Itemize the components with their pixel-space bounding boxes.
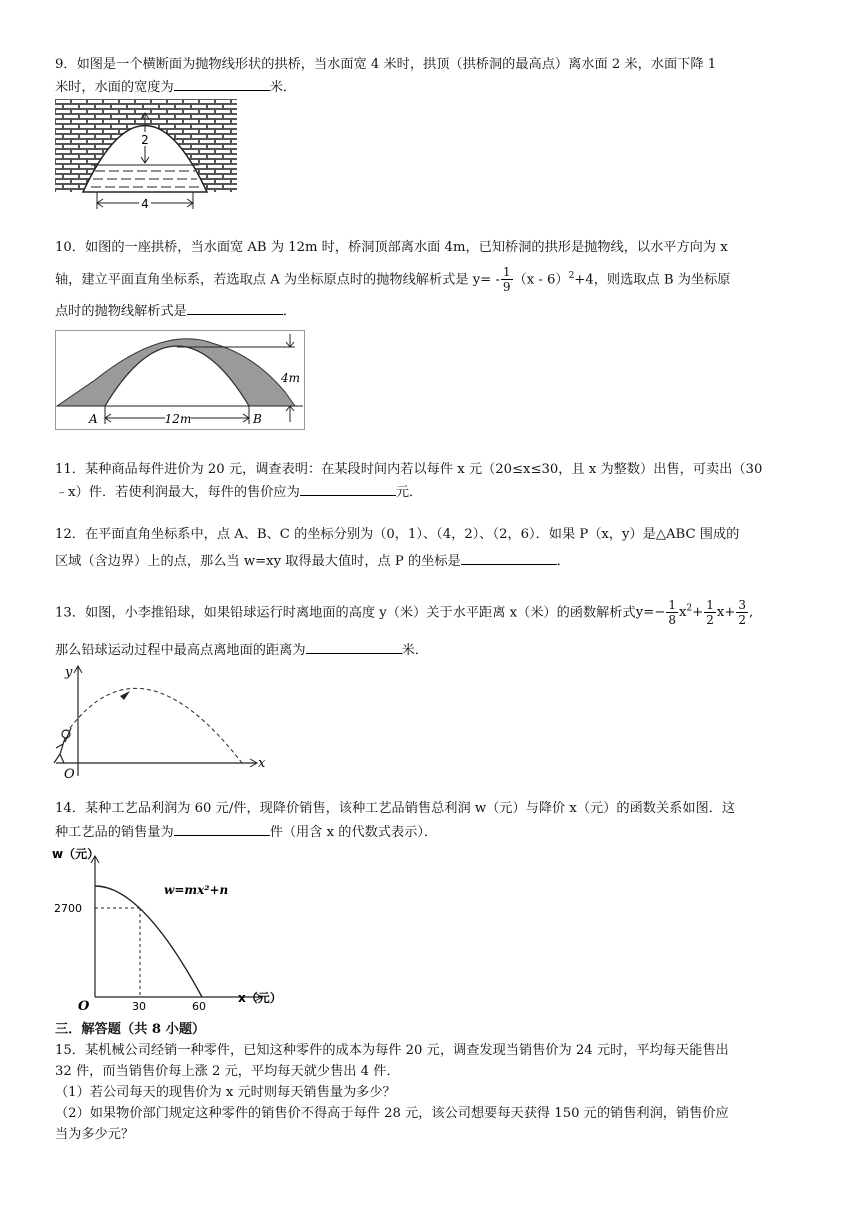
- q14-profit-chart: [52, 844, 284, 1014]
- q9-line2: [55, 77, 296, 97]
- q10-line2-post: +4，则选取点 B 为坐标原: [574, 272, 731, 288]
- q14-line1: 14．某种工艺品利润为 60 元/件，现降价销售，该种工艺品销售总利润 w（元）与降价 x（元）的函数关系如图．这: [55, 801, 736, 816]
- q15-line1: 15．某机械公司经销一种零件，已知这种零件的成本为每件 20 元，调查发现当销售价为 24 元时，平均每天能售出: [55, 1043, 729, 1058]
- q12-line2: [55, 551, 570, 571]
- q13-line1-pre: 13．如图，小李推铅球，如果铅球运行时离地面的高度 y（米）关于水平距离 x（米）的函数解析式: [55, 605, 636, 621]
- q15-line2: 32 件，而当销售价每上涨 2 元，平均每天就少售出 4 件．: [55, 1064, 400, 1079]
- q12-answer-blank[interactable]: [461, 551, 557, 565]
- q13-line2: [55, 640, 428, 660]
- q12-line1: 12．在平面直角坐标系中，点 A、B、C 的坐标分别为（0，1）、（4，2）、（2，6）．如果 P（x，y）是△ABC 围成的: [55, 527, 740, 542]
- q10-answer-blank[interactable]: [187, 301, 283, 315]
- q12-line2-post: ．: [556, 554, 570, 569]
- q13-line2-post: 米．: [401, 643, 428, 658]
- q10-line1: 10．如图的一座拱桥，当水面宽 AB 为 12m 时，桥洞顶部离水面 4m，已知桥洞的拱形是抛物线，以水平方向为 x: [55, 240, 728, 255]
- q10-line3: [55, 301, 296, 321]
- q12-line2-pre: 区域（含边界）上的点，那么当 w=xy 取得最大值时，点 P 的坐标是: [55, 554, 461, 569]
- q13-line1: [55, 593, 753, 629]
- q10-bridge-figure: [55, 330, 305, 430]
- q10-span-label: 12m: [164, 412, 192, 426]
- q14-line2-post: 件（用含 x 的代数式表示）．: [269, 825, 438, 840]
- q14-curve: [95, 886, 202, 997]
- q9-height-label: 2: [141, 133, 149, 147]
- q10-line2: [55, 261, 731, 295]
- q9-line1: 9．如图是一个横断面为抛物线形状的拱桥，当水面宽 4 米时，拱顶（拱桥洞的最高点）离水面 2 米，水面下降 1: [55, 57, 717, 72]
- q13-axis-y: y: [65, 665, 73, 680]
- q9-width-label: 4: [141, 197, 149, 211]
- q10-exponent: 2: [568, 271, 575, 281]
- q14-xlabel: x（元）: [238, 991, 282, 1005]
- q9-line2-post: 米．: [269, 80, 297, 95]
- q10-line3-post: ．: [282, 304, 297, 319]
- q10-fraction: $\frac{1}{9}$: [502, 265, 511, 295]
- q13-line2-pre: 那么铅球运动过程中最高点离地面的距离为: [55, 643, 306, 658]
- q14-tick-2700: 2700: [54, 902, 82, 915]
- q14-line2: [55, 822, 437, 842]
- q10-line2-mid: （x - 6）: [513, 272, 569, 288]
- q15-line5: 当为多少元？: [55, 1127, 135, 1142]
- section3-title: 三．解答题（共 8 小题）: [55, 1022, 206, 1037]
- q15-line4: （2）如果物价部门规定这种零件的销售价不得高于每件 28 元，该公司想要每天获得 150 元的销售利润，销售价应: [55, 1106, 729, 1121]
- q13-trajectory: [70, 688, 242, 763]
- q10-line2-pre: 轴，建立平面直角坐标系，若选取点 A 为坐标原点时的抛物线解析式是 y= -: [55, 272, 500, 288]
- q13-axis-x: x: [258, 756, 266, 771]
- q10-label-A: A: [89, 412, 98, 426]
- q13-formula: y=− $\frac{1}{8}$ $x^2+$ $\frac{1}{2}$ x+ $\frac{3}{2}$ ,: [635, 598, 754, 628]
- q13-origin: O: [64, 767, 75, 782]
- q9-line2-pre: 米时，水面的宽度为: [55, 80, 174, 95]
- q13-stick-figure: [54, 728, 71, 763]
- q14-ylabel: w（元）: [52, 847, 100, 861]
- q14-line2-pre: 种工艺品的销售量为: [55, 825, 174, 840]
- q9-answer-blank[interactable]: [174, 77, 270, 91]
- q10-label-B: B: [253, 412, 262, 426]
- q14-tick-30: 30: [132, 1000, 146, 1013]
- q15-line3: （1）若公司每天的现售价为 x 元时则每天销售量为多少？: [55, 1085, 396, 1100]
- q11-line2: [55, 482, 422, 502]
- q13-answer-blank[interactable]: [306, 640, 402, 654]
- q11-answer-blank[interactable]: [300, 482, 396, 496]
- q13-shotput-figure: [52, 664, 274, 782]
- q14-curve-label: w=mx²+n: [164, 883, 229, 897]
- q11-line2-pre: ﹣x）件．若使利润最大，每件的售价应为: [55, 485, 300, 500]
- q14-answer-blank[interactable]: [174, 822, 270, 836]
- q11-line2-post: 元．: [395, 485, 423, 500]
- q10-height-label: 4m: [281, 371, 301, 385]
- q11-line1: 11．某种商品每件进价为 20 元，调查表明：在某段时间内若以每件 x 元（20≤x≤30，且 x 为整数）出售，可卖出（30: [55, 462, 763, 477]
- q10-line3-pre: 点时的抛物线解析式是: [55, 304, 187, 319]
- q14-tick-60: 60: [192, 1000, 206, 1013]
- q14-origin: O: [78, 999, 90, 1014]
- q9-bridge-figure: [55, 99, 237, 211]
